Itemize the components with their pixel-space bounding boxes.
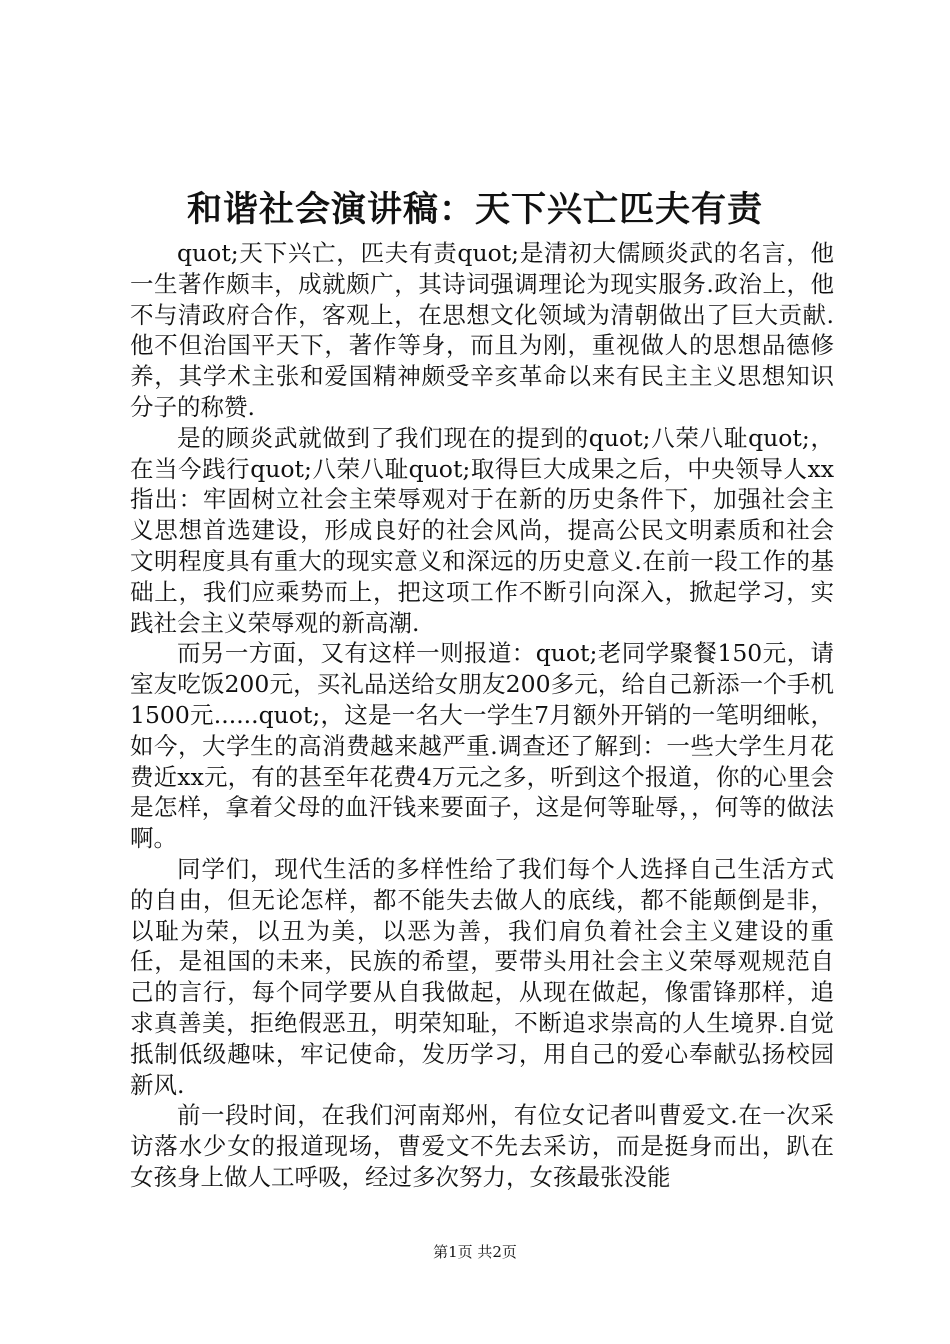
document-title: 和谐社会演讲稿：天下兴亡匹夫有责	[186, 189, 763, 230]
paragraph: 而另一方面，又有这样一则报道：quot;老同学聚餐150元，请室友吃饭200元，买礼品送给女朋友200多元，给自己新添一个手机1500元......quot;，这是一名大一学生7月额外开销的一笔明细帐，如今，大学生的高消费越来越严重.调查还了解到：一些大学生月花费近xx元，有的甚至年花费4万元之多，听到这个报道，你的心里会是怎样，拿着父母的血汗钱来要面子，这是何等耻辱，，何等的做法啊。	[130, 639, 834, 853]
paragraph: 同学们，现代生活的多样性给了我们每个人选择自己生活方式的自由，但无论怎样，都不能失去做人的底线，都不能颠倒是非，以耻为荣，以丑为美，以恶为善，我们肩负着社会主义建设的重任，是祖国的未来，民族的希望，要带头用社会主义荣辱观规范自己的言行，每个同学要从自我做起，从现在做起，像雷锋那样，追求真善美，拒绝假恶丑，明荣知耻，不断追求崇高的人生境界.自觉抵制低级趣味，牢记使命，发历学习，用自己的爱心奉献弘扬校园新风.	[130, 854, 834, 1099]
paragraph: quot;天下兴亡，匹夫有责quot;是清初大儒顾炎武的名言，他一生著作颇丰，成就颇广，其诗词强调理论为现实服务.政治上，他不与清政府合作，客观上，在思想文化领域为清朝做出了巨大贡献.他不但治国平天下，著作等身，而且为刚，重视做人的思想品德修养，其学术主张和爱国精神颇受辛亥革命以来有民主主义思想知识分子的称赞.	[130, 239, 834, 421]
document-body	[130, 238, 834, 1193]
page-number-footer: 第1页 共2页	[433, 1243, 517, 1261]
paragraph: 是的顾炎武就做到了我们现在的提到的quot;八荣八耻quot;，在当今践行quot;八荣八耻quot;取得巨大成果之后，中央领导人xx指出：牢固树立社会主荣辱观对于在新的历史条件下，加强社会主义思想首选建设，形成良好的社会风尚，提高公民文明素质和社会文明程度具有重大的现实意义和深远的历史意义.在前一段工作的基础上，我们应乘势而上，把这项工作不断引向深入，掀起学习，实践社会主义荣辱观的新高潮.	[130, 423, 834, 637]
paragraph: 前一段时间，在我们河南郑州，有位女记者叫曹爱文.在一次采访落水少女的报道现场，曹爱文不先去采访，而是挺身而出，趴在女孩身上做人工呼吸，经过多次努力，女孩最张没能	[130, 1101, 834, 1191]
